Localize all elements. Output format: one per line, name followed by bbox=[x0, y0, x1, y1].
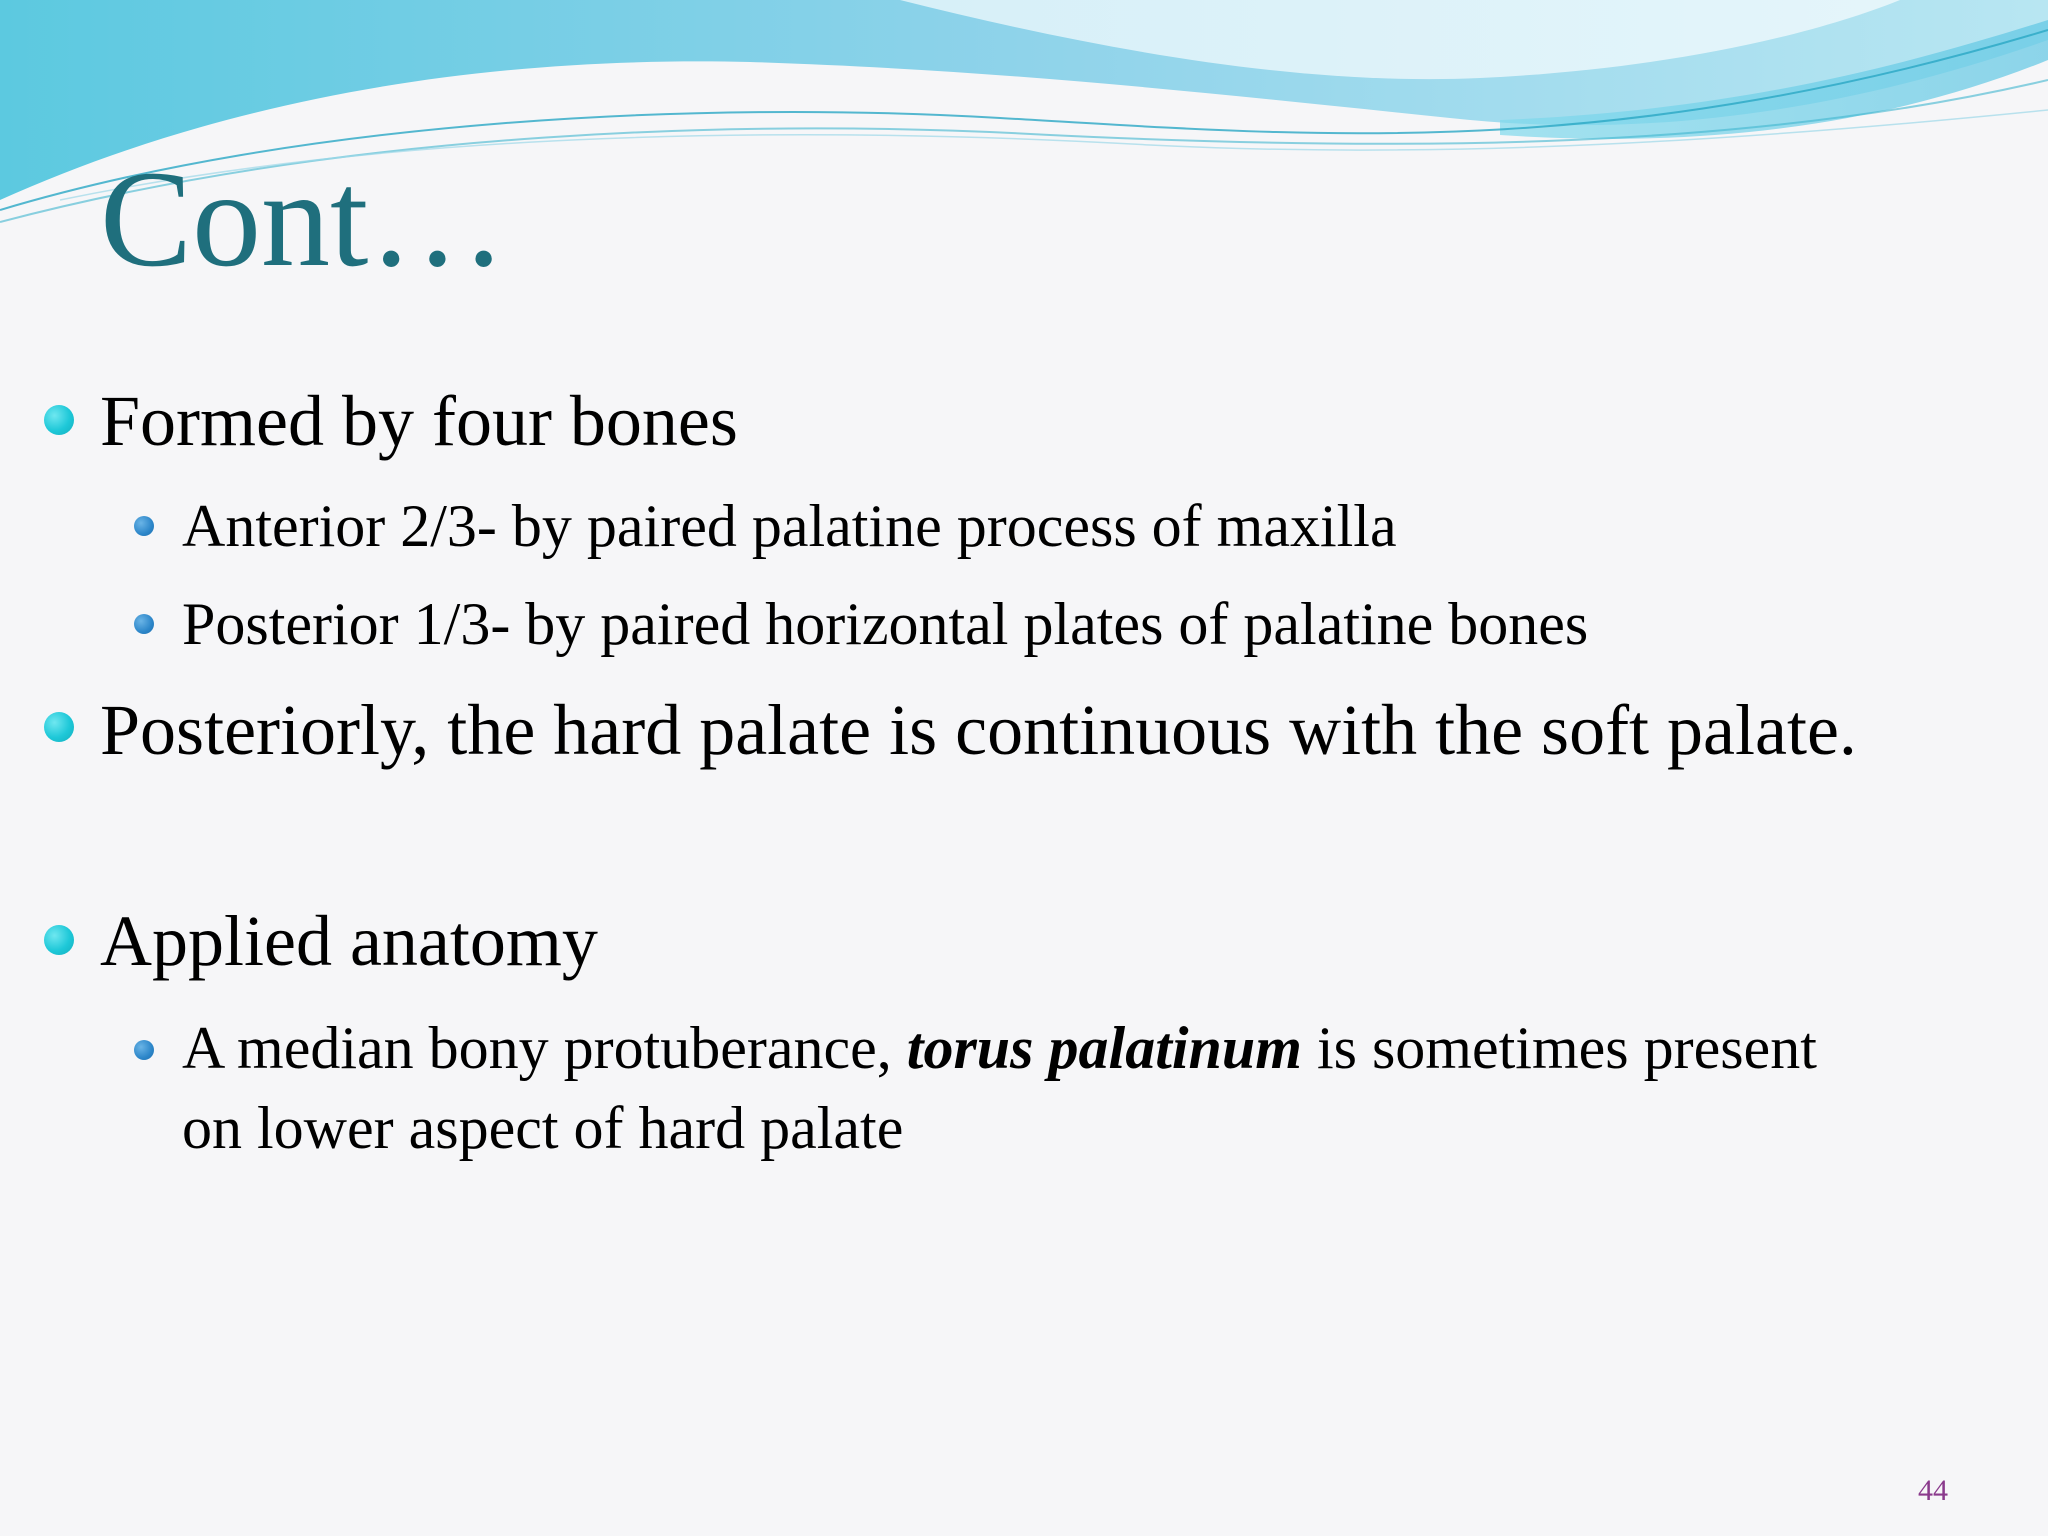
sub-item-text-start: A median bony protuberance, bbox=[182, 1015, 907, 1081]
sub-item-text-end: is sometimes present on lower aspect of hard palate bbox=[182, 1015, 1817, 1161]
page-number: 44 bbox=[1918, 1474, 1948, 1507]
bullet-icon bbox=[134, 516, 154, 536]
list-item: Posterior 1/3- by paired horizontal plates of palatine bones bbox=[182, 591, 1589, 657]
bullet-icon bbox=[134, 614, 154, 634]
term-torus-palatinum: torus palatinum bbox=[906, 1015, 1302, 1081]
list-item: Anterior 2/3- by paired palatine process of maxilla bbox=[182, 493, 1397, 559]
bullet-icon bbox=[44, 712, 74, 742]
bullet-icon bbox=[134, 1040, 154, 1060]
list-item: Posteriorly, the hard palate is continuous with the soft palate. bbox=[100, 690, 1857, 770]
bullet-icon bbox=[44, 925, 74, 955]
bullet-icon bbox=[44, 405, 74, 435]
list-item: Formed by four bones bbox=[100, 381, 738, 461]
slide-title: Cont… bbox=[100, 142, 507, 295]
list-item bbox=[182, 1008, 1882, 1168]
list-item: Applied anatomy bbox=[100, 901, 598, 981]
